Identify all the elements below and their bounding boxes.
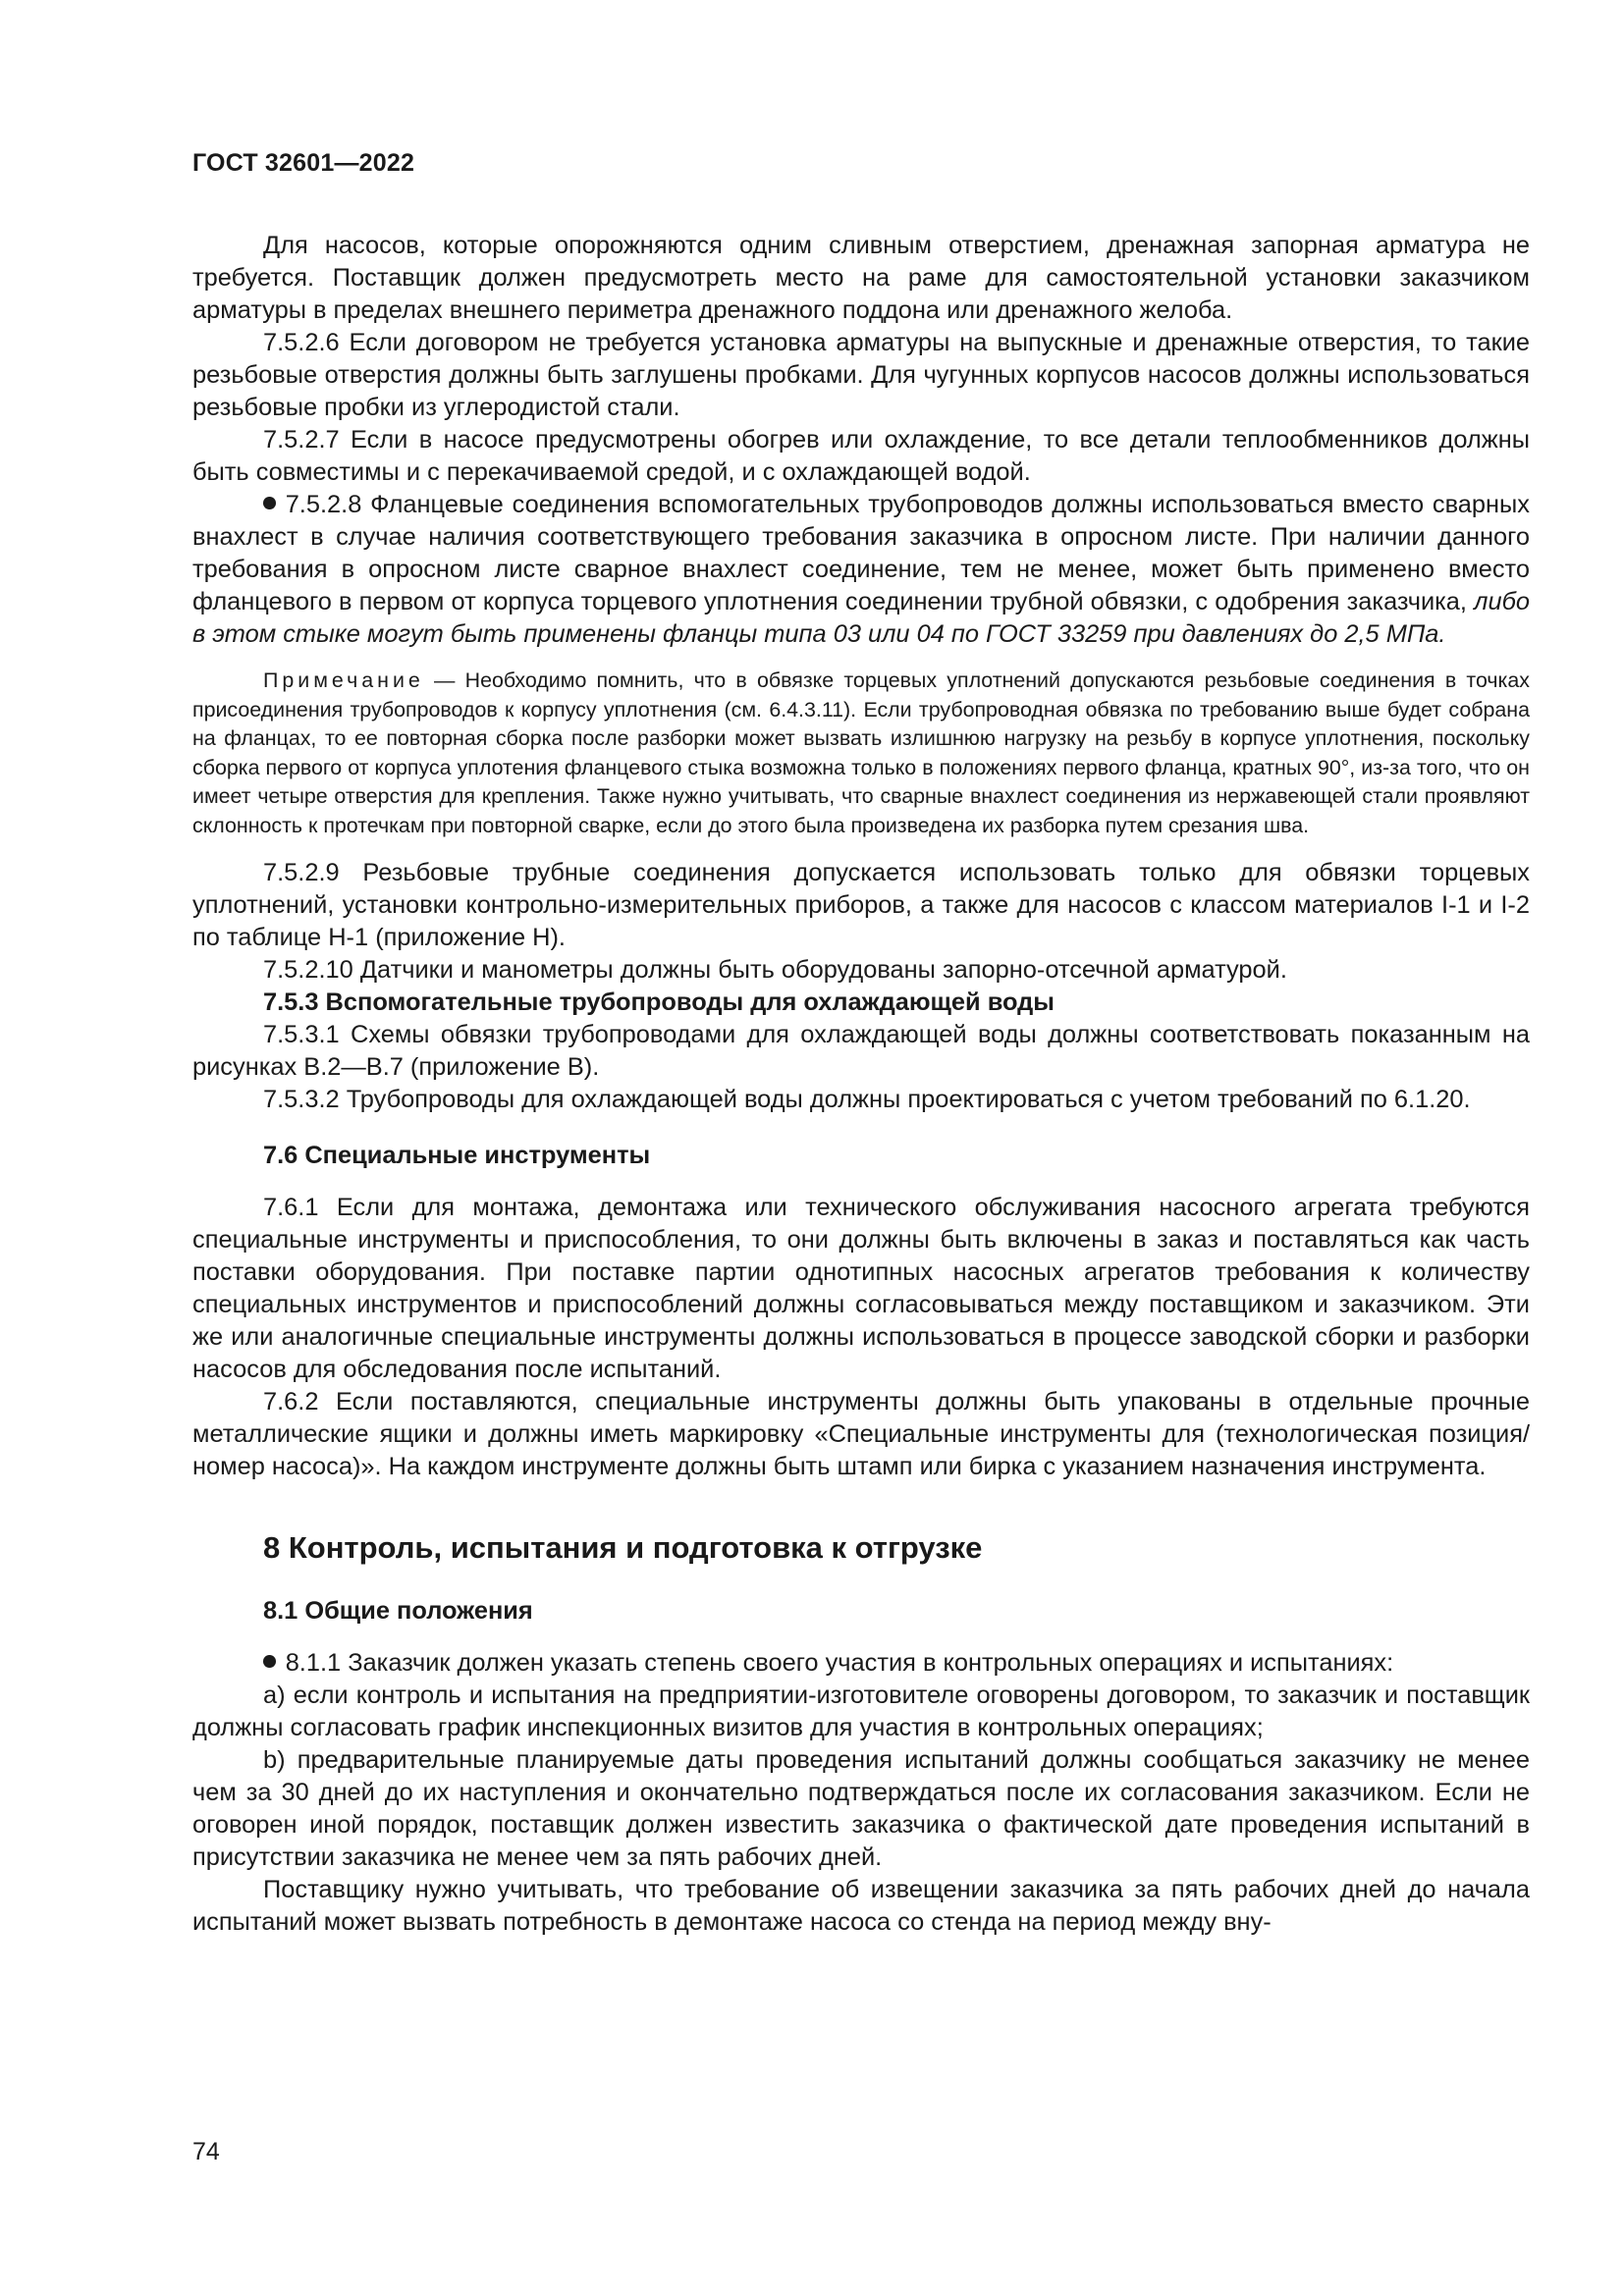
- paragraph-7-5-2-8: [192, 489, 1530, 651]
- change-bullet-icon: [263, 497, 276, 509]
- heading-7-5-3: 7.5.3 Вспомогательные трубопроводы для охлаждающей воды: [263, 988, 1055, 1016]
- paragraph-7-5-3-2: 7.5.3.2 Трубопроводы для охлаждающей воды должны проектироваться с учетом требований по 6.1.20.: [263, 1085, 1471, 1113]
- page-content: [192, 230, 1530, 1939]
- chapter-8-heading: 8 Контроль, испытания и подготовка к отгрузке: [263, 1529, 983, 1565]
- page-number: 74: [192, 2138, 220, 2165]
- paragraph-7-5-2-8-text: 7.5.2.8 Фланцевые соединения вспомогательных трубопроводов должны использоваться вместо сварных внахлест в случае наличия соответствующего требования заказчика в опросном листе. При наличии данного требования в опросном листе сварное внахлест соединение, тем не менее, может быть применено вместо фланцевого в первом от корпуса торцевого уплотнения соединении трубной обвязки, с одобрения заказчика,: [192, 491, 1530, 615]
- heading-8-1: 8.1 Общие положения: [263, 1596, 533, 1625]
- standard-designation: ГОСТ 32601—2022: [192, 149, 415, 177]
- paragraph-supplier-notice: Поставщику нужно учитывать, что требование об извещении заказчика за пять рабочих дней до начала испытаний может вызвать потребность в демонтаже насоса со стенда на период между вну-: [192, 1875, 1530, 1936]
- note-text: — Необходимо помнить, что в обвязке торцевых уплотнений допускаются резьбовые соединения в точках присоединения трубопроводов к корпусу уплотнения (см. 6.4.3.11). Если трубопроводная обвязка по требованию выше будет собрана на фланцах, то ее повторная сборка после разборки может вызвать излишнюю нагрузку на резьбу в корпусе уплотнения, поскольку сборка первого от корпуса уплотения фланцевого стыка возможна только в положениях первого фланца, кратных 90°, из-за того, что он имеет четыре отверстия для крепления. Также нужно учитывать, что сварные внахлест соединения из нержавеющей стали проявляют склонность к протечкам при повторной сварке, если до этого была произведена их разборка путем срезания шва.: [192, 668, 1530, 837]
- paragraph-drain-valves: Для насосов, которые опорожняются одним сливным отверстием, дренажная запорная арматура не требуется. Поставщик должен предусмотреть место на раме для самостоятельной установки заказчиком арматуры в пределах внешнего периметра дренажного поддона или дренажного желоба.: [192, 232, 1530, 324]
- paragraph-7-5-2-6: 7.5.2.6 Если договором не требуется установка арматуры на выпускные и дренажные отверстия, то такие резьбовые отверстия должны быть заглушены пробками. Для чугунных корпусов насосов должны использоваться резьбовые пробки из углеродистой стали.: [192, 329, 1530, 421]
- note-label: Примечание: [263, 668, 424, 692]
- paragraph-7-5-2-7: 7.5.2.7 Если в насосе предусмотрены обогрев или охлаждение, то все детали теплообменников должны быть совместимы и с перекачиваемой средой, и с охлаждающей водой.: [192, 426, 1530, 486]
- paragraph-7-5-3-1: 7.5.3.1 Схемы обвязки трубопроводами для охлаждающей воды должны соответствовать показанным на рисунках В.2—В.7 (приложение В).: [192, 1020, 1530, 1081]
- paragraph-8-1-1-b: b) предварительные планируемые даты проведения испытаний должны сообщаться заказчику не менее чем за 30 дней до их наступления и окончательно подтверждаться после их согласования заказчиком. Если не оговорен иной порядок, поставщик должен известить заказчика о фактической дате проведения испытаний в присутствии заказчика не менее чем за пять рабочих дней.: [192, 1745, 1530, 1871]
- paragraph-7-5-2-9: 7.5.2.9 Резьбовые трубные соединения допускается использовать только для обвязки торцевых уплотнений, установки контрольно-измерительных приборов, а также для насосов с классом материалов I-1 и I-2 по таблице Н-1 (приложение Н).: [192, 858, 1530, 951]
- paragraph-7-6-1: 7.6.1 Если для монтажа, демонтажа или технического обслуживания насосного агрегата требуются специальные инструменты и приспособления, то они должны быть включены в заказ и поставляться как часть поставки оборудования. При поставке партии однотипных насосных агрегатов требования к количеству специальных инструментов и приспособлений должны согласовываться между поставщиком и заказчиком. Эти же или аналогичные специальные инструменты должны использоваться в процессе заводской сборки и разборки насосов для обследования после испытаний.: [192, 1193, 1530, 1383]
- paragraph-7-5-2-8-italic: либо в этом стыке могут быть применены фланцы типа 03 или 04 по ГОСТ 33259 при давлениях до 2,5 МПа.: [192, 588, 1530, 648]
- paragraph-8-1-1-text: 8.1.1 Заказчик должен указать степень своего участия в контрольных операциях и испытаниях:: [285, 1648, 1394, 1677]
- paragraph-8-1-1-a: a) если контроль и испытания на предприятии-изготовителе оговорены договором, то заказчик и поставщик должны согласовать график инспекционных визитов для участия в контрольных операциях;: [192, 1681, 1530, 1741]
- paragraph-7-5-2-10: 7.5.2.10 Датчики и манометры должны быть оборудованы запорно-отсечной арматурой.: [263, 955, 1287, 984]
- change-bullet-icon: [263, 1655, 276, 1668]
- heading-7-6: 7.6 Специальные инструменты: [263, 1141, 651, 1169]
- paragraph-7-6-2: 7.6.2 Если поставляются, специальные инструменты должны быть упакованы в отдельные прочные металлические ящики и должны иметь маркировку «Специальные инструменты для (технологическая позиция/номер насоса)». На каждом инструменте должны быть штамп или бирка с указанием назначения инструмента.: [192, 1387, 1530, 1480]
- paragraph-8-1-1: [192, 1647, 1530, 1680]
- note-paragraph: [192, 667, 1530, 841]
